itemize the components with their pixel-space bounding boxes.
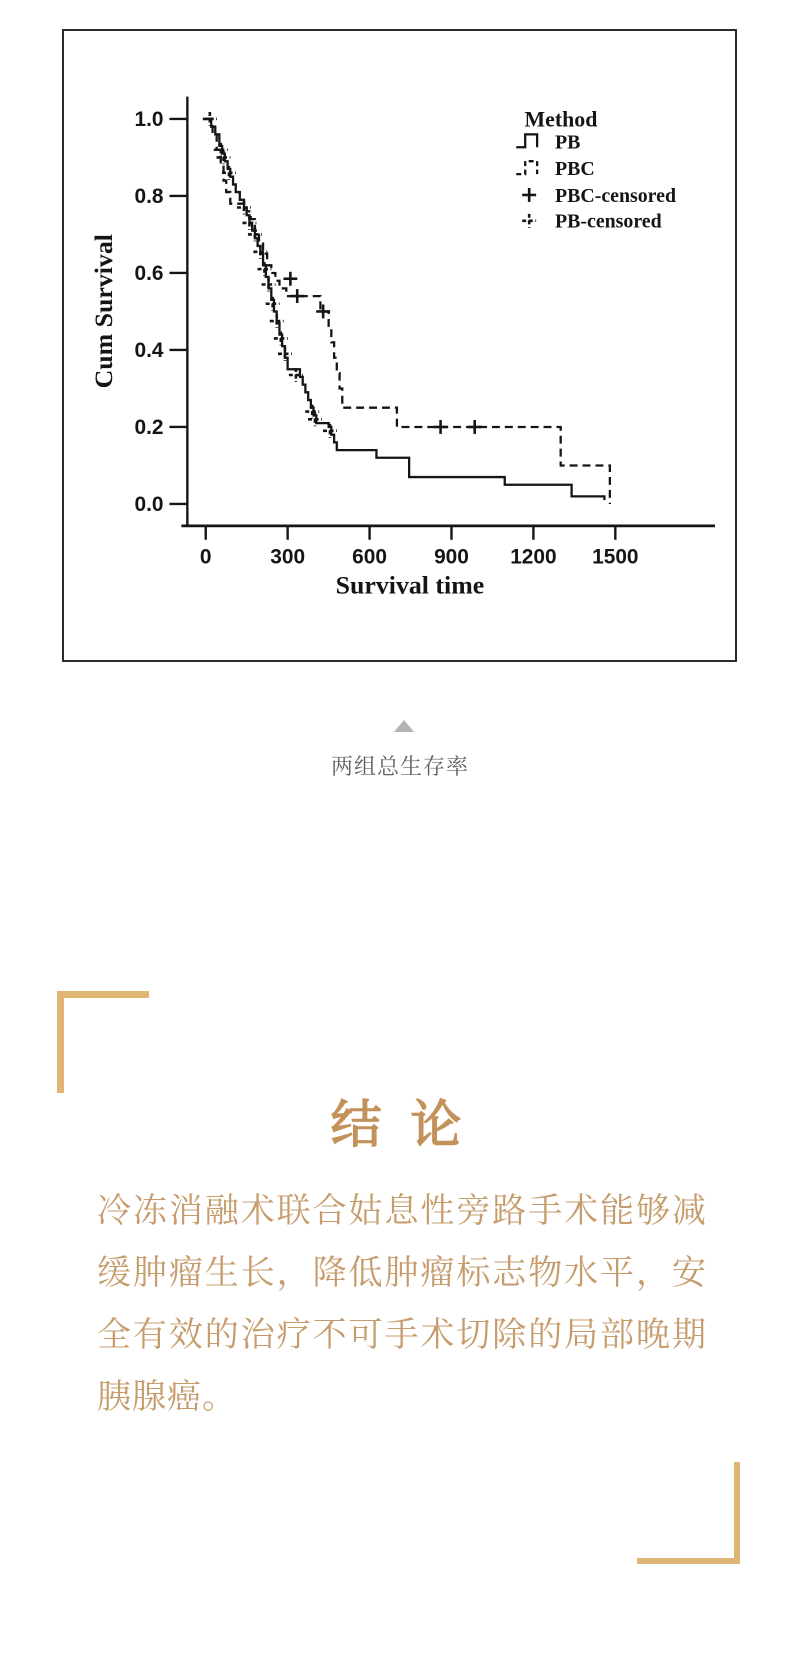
- conclusion-line: 胰腺癌。: [97, 1378, 237, 1416]
- conclusion-line: 全有效的治疗不可手术切除的局部晚期: [97, 1316, 707, 1354]
- y-tick-label: 0.4: [134, 338, 164, 362]
- x-tick-label: 1500: [592, 545, 639, 569]
- x-tick-label: 0: [199, 545, 212, 569]
- x-tick-label: 300: [270, 545, 306, 569]
- kaplan-meier-chart: [64, 31, 735, 660]
- legend-glyph-pb: [516, 134, 537, 147]
- x-tick-label: 900: [434, 545, 469, 569]
- x-tick-label: 1200: [510, 545, 557, 569]
- legend-label: PB-censored: [555, 210, 662, 233]
- x-tick-label: 600: [352, 545, 387, 569]
- y-axis-title: Cum Survival: [88, 234, 118, 389]
- decorative-corner-bracket-top-left: [57, 991, 149, 1093]
- x-axis-title: Survival time: [335, 570, 485, 600]
- y-tick-label: 0.6: [134, 261, 164, 285]
- legend-label: PBC-censored: [555, 184, 676, 207]
- y-tick-label: 0.8: [134, 184, 164, 208]
- curve-pbc: [206, 119, 610, 504]
- curve-pb: [206, 119, 605, 500]
- conclusion-paragraph: [97, 1180, 707, 1428]
- y-tick-label: 1.0: [134, 107, 164, 131]
- conclusion-line: 缓肿瘤生长，降低肿瘤标志物水平，安: [97, 1254, 707, 1292]
- legend-title: Method: [524, 107, 598, 132]
- y-tick-label: 0.0: [134, 492, 164, 516]
- figure-caption: 两组总生存率: [330, 754, 469, 779]
- legend-glyph-pbc: [516, 161, 537, 174]
- decorative-corner-bracket-bottom-right: [637, 1462, 740, 1564]
- y-tick-label: 0.2: [134, 415, 164, 439]
- survival-chart-figure: [62, 29, 737, 662]
- legend-label: PB: [555, 131, 581, 154]
- conclusion-heading: 结 论: [330, 1098, 470, 1154]
- conclusion-line: 冷冻消融术联合姑息性旁路手术能够减: [97, 1192, 707, 1230]
- legend-label: PBC: [555, 158, 595, 181]
- caption-triangle-icon: [394, 720, 414, 732]
